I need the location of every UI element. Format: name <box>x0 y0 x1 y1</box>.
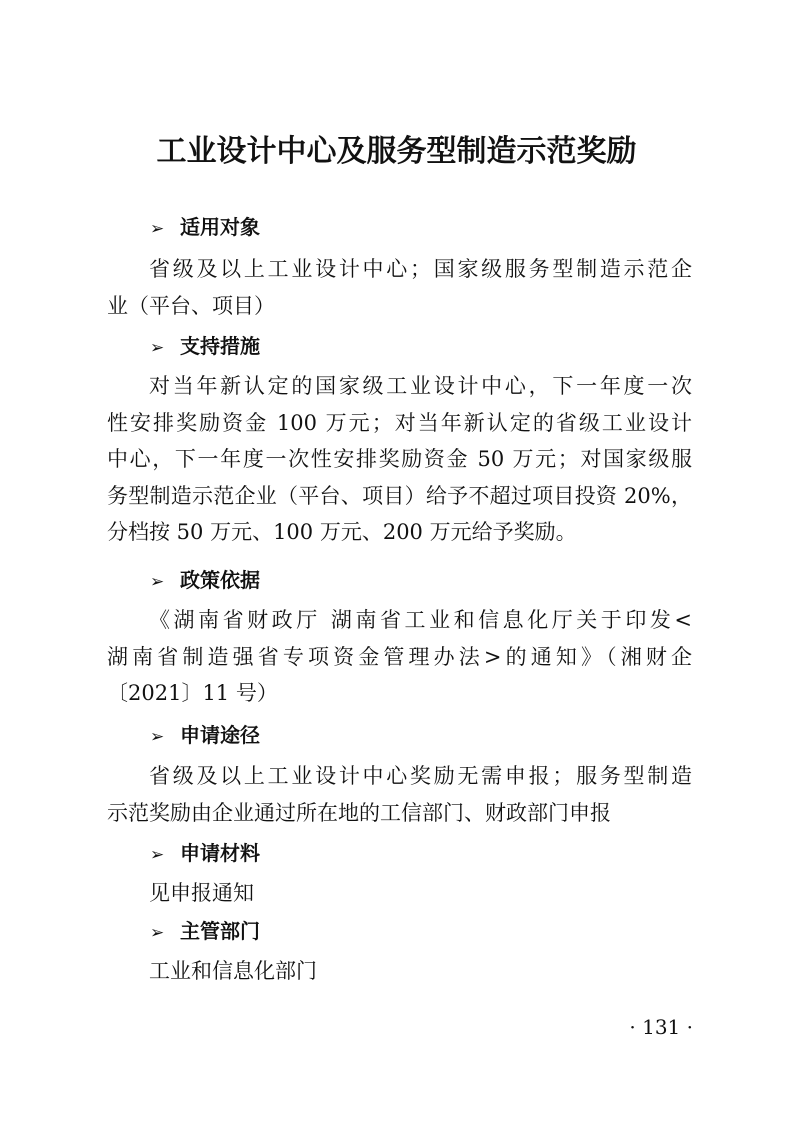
section-body-applicable-targets <box>107 251 692 324</box>
body-line: 分档按 50 万元、100 万元、200 万元给予奖励。 <box>107 520 577 544</box>
arrow-bullet-icon: ➢ <box>150 219 165 239</box>
section-heading-application-materials <box>150 838 260 870</box>
body-line: 中心，下一年度一次性安排奖励资金 50 万元；对国家级服 <box>107 447 692 471</box>
arrow-bullet-icon: ➢ <box>150 923 165 943</box>
arrow-bullet-icon: ➢ <box>150 845 165 865</box>
body-line: 湖南省制造强省专项资金管理办法>的通知》（湘财企 <box>107 644 692 669</box>
section-body-support-measures <box>107 368 692 551</box>
body-line: 业（平台、项目） <box>107 293 275 318</box>
section-heading-label: 申请途径 <box>180 723 260 747</box>
section-heading-label: 适用对象 <box>180 215 260 239</box>
section-heading-support-measures <box>150 331 260 363</box>
body-line: 工业和信息化部门 <box>149 959 317 983</box>
body-line: 示范奖励由企业通过所在地的工信部门、财政部门申报 <box>107 800 611 825</box>
section-heading-label: 申请材料 <box>180 841 260 865</box>
section-heading-label: 支持措施 <box>180 334 260 358</box>
body-line: 见申报通知 <box>149 881 254 905</box>
arrow-bullet-icon: ➢ <box>150 572 165 592</box>
section-heading-applicable-targets <box>150 212 260 244</box>
section-body-competent-department <box>107 953 692 990</box>
section-heading-application-channel <box>150 720 260 752</box>
section-body-application-materials <box>107 875 692 912</box>
section-body-application-channel <box>107 758 692 831</box>
arrow-bullet-icon: ➢ <box>150 338 165 358</box>
body-line: 〔2021〕11 号） <box>107 681 278 705</box>
section-heading-label: 政策依据 <box>180 568 260 592</box>
body-line: 务型制造示范企业（平台、项目）给予不超过项目投资 20%， <box>107 483 692 508</box>
section-heading-policy-basis <box>150 565 260 597</box>
body-line: 性安排奖励资金 100 万元；对当年新认定的省级工业设计 <box>107 410 692 435</box>
section-body-policy-basis <box>107 602 692 712</box>
page-number: · 131 · <box>629 1015 693 1039</box>
section-heading-label: 主管部门 <box>180 919 260 943</box>
section-heading-competent-department <box>150 916 260 948</box>
body-line: 对当年新认定的国家级工业设计中心，下一年度一次 <box>149 374 692 398</box>
body-line: 省级及以上工业设计中心；国家级服务型制造示范企 <box>149 257 692 281</box>
body-line: 《湖南省财政厅 湖南省工业和信息化厅关于印发< <box>149 608 692 632</box>
page-title: 工业设计中心及服务型制造示范奖励 <box>156 134 637 169</box>
body-line: 省级及以上工业设计中心奖励无需申报；服务型制造 <box>149 764 692 788</box>
arrow-bullet-icon: ➢ <box>150 727 165 747</box>
